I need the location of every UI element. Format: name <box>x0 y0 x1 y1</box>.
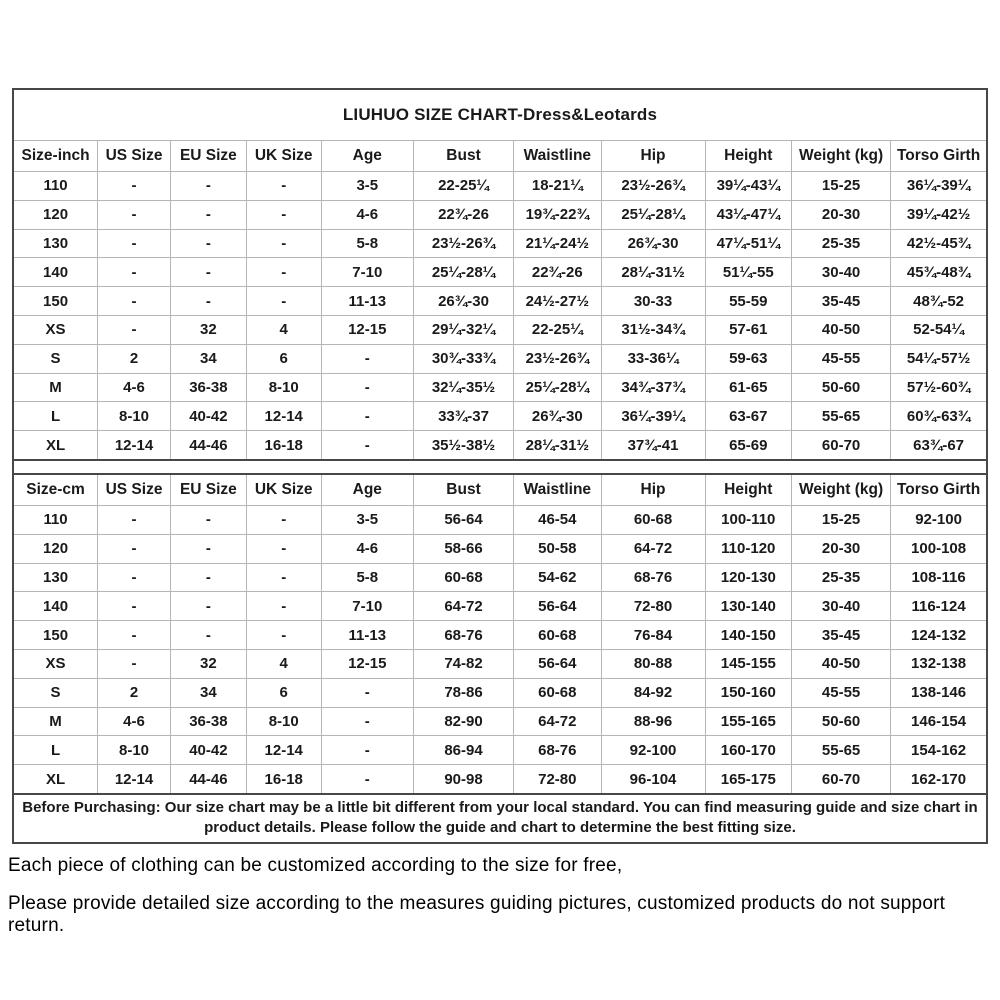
table-cell: 40-50 <box>792 315 891 344</box>
table-cell: 36¼-39¼ <box>601 402 705 431</box>
table-cell: L <box>14 402 98 431</box>
table-row <box>14 765 986 793</box>
column-header: EU Size <box>170 141 246 172</box>
column-header: Hip <box>601 141 705 172</box>
table-cell: 57-61 <box>705 315 792 344</box>
size-table-inch <box>14 141 986 459</box>
table-cell: 60-68 <box>514 678 601 707</box>
table-cell: 110 <box>14 172 98 201</box>
table-cell: 6 <box>246 344 321 373</box>
table-cell: - <box>98 534 171 563</box>
table-cell: XL <box>14 765 98 793</box>
table-cell: 60-68 <box>601 505 705 534</box>
table-cell: 26¾-30 <box>601 229 705 258</box>
table-cell: 20-30 <box>792 200 891 229</box>
table-cell: 108-116 <box>891 563 986 592</box>
table-cell: 80-88 <box>601 649 705 678</box>
table-cell: M <box>14 373 98 402</box>
header-row <box>14 141 986 172</box>
table-cell: 120 <box>14 200 98 229</box>
table-cell: 150-160 <box>705 678 792 707</box>
column-header: Torso Girth <box>891 475 986 506</box>
table-cell: - <box>170 200 246 229</box>
table-cell: 25-35 <box>792 229 891 258</box>
size-table-cm <box>14 475 986 793</box>
table-cell: 23½-26¾ <box>413 229 513 258</box>
table-cell: 68-76 <box>601 563 705 592</box>
table-cell: 37¾-41 <box>601 431 705 459</box>
table-cell: 130-140 <box>705 592 792 621</box>
table-cell: 45¾-48¾ <box>891 258 986 287</box>
table-cell: 2 <box>98 678 171 707</box>
table-cell: 34¾-37¾ <box>601 373 705 402</box>
table-cell: - <box>246 563 321 592</box>
table-cell: 130 <box>14 229 98 258</box>
table-cell: - <box>98 200 171 229</box>
table-cell: 55-65 <box>792 402 891 431</box>
table-cell: 138-146 <box>891 678 986 707</box>
table-cell: S <box>14 678 98 707</box>
table-cell: 116-124 <box>891 592 986 621</box>
table-cell: 24½-27½ <box>514 287 601 316</box>
table-cell: 60-68 <box>413 563 513 592</box>
table-cell: 43¼-47¼ <box>705 200 792 229</box>
table-cell: 16-18 <box>246 765 321 793</box>
table-cell: 64-72 <box>413 592 513 621</box>
table-cell: - <box>170 621 246 650</box>
table-cell: 146-154 <box>891 707 986 736</box>
table-cell: 28¼-31½ <box>601 258 705 287</box>
table-cell: 72-80 <box>601 592 705 621</box>
table-cell: 8-10 <box>98 402 171 431</box>
table-cell: 40-50 <box>792 649 891 678</box>
table-cell: 39¼-43¼ <box>705 172 792 201</box>
table-cell: 82-90 <box>413 707 513 736</box>
table-cell: 63-67 <box>705 402 792 431</box>
table-cell: 72-80 <box>514 765 601 793</box>
table-cell: 165-175 <box>705 765 792 793</box>
purchase-note: Before Purchasing: Our size chart may be a little bit different from your local standard. You can find measuring guide and size chart in product details. Please follow the guide and chart to determine the best fitting size. <box>14 793 986 843</box>
table-cell: 35-45 <box>792 621 891 650</box>
table-cell: - <box>246 534 321 563</box>
table-cell: 26¾-30 <box>413 287 513 316</box>
column-header: Hip <box>601 475 705 506</box>
table-cell: 5-8 <box>321 563 413 592</box>
table-row <box>14 707 986 736</box>
table-cell: 22-25¼ <box>413 172 513 201</box>
table-cell: 76-84 <box>601 621 705 650</box>
table-cell: - <box>98 649 171 678</box>
table-cell: - <box>246 172 321 201</box>
table-cell: 86-94 <box>413 736 513 765</box>
table-cell: 40-42 <box>170 402 246 431</box>
table-cell: 7-10 <box>321 258 413 287</box>
table-cell: 4-6 <box>98 373 171 402</box>
table-cell: 60¾-63¾ <box>891 402 986 431</box>
column-header: US Size <box>98 141 171 172</box>
table-cell: 64-72 <box>601 534 705 563</box>
table-cell: 130 <box>14 563 98 592</box>
table-cell: 124-132 <box>891 621 986 650</box>
table-cell: 39¼-42½ <box>891 200 986 229</box>
cm-table-header <box>14 475 986 506</box>
table-cell: 45-55 <box>792 678 891 707</box>
table-cell: 32 <box>170 315 246 344</box>
table-cell: 12-15 <box>321 315 413 344</box>
table-cell: - <box>98 229 171 258</box>
table-cell: 19¾-22¾ <box>514 200 601 229</box>
table-cell: 25¼-28¼ <box>413 258 513 287</box>
table-cell: 92-100 <box>601 736 705 765</box>
table-cell: 16-18 <box>246 431 321 459</box>
header-row <box>14 475 986 506</box>
column-header: UK Size <box>246 475 321 506</box>
table-cell: 12-14 <box>98 431 171 459</box>
table-cell: - <box>98 172 171 201</box>
table-cell: 60-70 <box>792 431 891 459</box>
table-cell: 20-30 <box>792 534 891 563</box>
table-cell: 2 <box>98 344 171 373</box>
table-cell: 55-59 <box>705 287 792 316</box>
table-row <box>14 258 986 287</box>
column-header: UK Size <box>246 141 321 172</box>
column-header: Bust <box>413 475 513 506</box>
table-cell: 34 <box>170 678 246 707</box>
table-cell: 65-69 <box>705 431 792 459</box>
table-cell: 50-60 <box>792 707 891 736</box>
table-cell: 12-14 <box>98 765 171 793</box>
column-header: Age <box>321 475 413 506</box>
table-cell: 145-155 <box>705 649 792 678</box>
table-cell: 160-170 <box>705 736 792 765</box>
table-cell: 8-10 <box>246 373 321 402</box>
table-cell: 30-40 <box>792 592 891 621</box>
table-cell: 150 <box>14 287 98 316</box>
table-cell: M <box>14 707 98 736</box>
table-cell: 155-165 <box>705 707 792 736</box>
table-cell: 33¾-37 <box>413 402 513 431</box>
table-cell: 92-100 <box>891 505 986 534</box>
column-header: US Size <box>98 475 171 506</box>
table-cell: - <box>98 315 171 344</box>
table-cell: 50-58 <box>514 534 601 563</box>
table-cell: 36-38 <box>170 707 246 736</box>
table-cell: 64-72 <box>514 707 601 736</box>
table-cell: S <box>14 344 98 373</box>
inch-table-header <box>14 141 986 172</box>
table-cell: 25¼-28¼ <box>514 373 601 402</box>
table-row <box>14 736 986 765</box>
table-cell: - <box>98 621 171 650</box>
table-cell: 11-13 <box>321 287 413 316</box>
table-cell: 63¾-67 <box>891 431 986 459</box>
table-cell: 57½-60¾ <box>891 373 986 402</box>
table-cell: 35-45 <box>792 287 891 316</box>
table-cell: 23½-26¾ <box>601 172 705 201</box>
table-cell: - <box>98 287 171 316</box>
table-cell: 54¼-57½ <box>891 344 986 373</box>
table-cell: 36¼-39¼ <box>891 172 986 201</box>
customization-note-line2: Please provide detailed size according to the measures guiding pictures, customized products do not support return. <box>8 893 946 936</box>
column-header: Size-cm <box>14 475 98 506</box>
customization-note-line1: Each piece of clothing can be customized according to the size for free, <box>8 855 623 876</box>
table-cell: 47¼-51¼ <box>705 229 792 258</box>
table-cell: 68-76 <box>514 736 601 765</box>
table-cell: 59-63 <box>705 344 792 373</box>
table-cell: - <box>321 402 413 431</box>
table-cell: 44-46 <box>170 765 246 793</box>
table-cell: 35½-38½ <box>413 431 513 459</box>
table-cell: 56-64 <box>413 505 513 534</box>
table-cell: - <box>170 258 246 287</box>
table-row <box>14 287 986 316</box>
table-cell: 36-38 <box>170 373 246 402</box>
column-header: Height <box>705 141 792 172</box>
table-cell: 4 <box>246 315 321 344</box>
table-cell: 88-96 <box>601 707 705 736</box>
table-cell: 154-162 <box>891 736 986 765</box>
table-row <box>14 592 986 621</box>
table-cell: 32 <box>170 649 246 678</box>
table-row <box>14 402 986 431</box>
table-cell: - <box>321 736 413 765</box>
table-cell: 8-10 <box>98 736 171 765</box>
chart-title: LIUHUO SIZE CHART-Dress&Leotards <box>14 90 986 141</box>
table-cell: 140 <box>14 592 98 621</box>
table-cell: 8-10 <box>246 707 321 736</box>
table-cell: 68-76 <box>413 621 513 650</box>
table-row <box>14 373 986 402</box>
table-row <box>14 563 986 592</box>
column-header: Bust <box>413 141 513 172</box>
table-cell: 22¾-26 <box>413 200 513 229</box>
table-cell: 7-10 <box>321 592 413 621</box>
column-header: Height <box>705 475 792 506</box>
table-cell: 26¾-30 <box>514 402 601 431</box>
table-cell: 12-15 <box>321 649 413 678</box>
table-cell: 42½-45¾ <box>891 229 986 258</box>
table-cell: 90-98 <box>413 765 513 793</box>
table-cell: - <box>246 258 321 287</box>
table-cell: - <box>170 229 246 258</box>
table-cell: 100-110 <box>705 505 792 534</box>
column-header: EU Size <box>170 475 246 506</box>
table-row <box>14 678 986 707</box>
table-cell: 15-25 <box>792 505 891 534</box>
table-cell: - <box>246 229 321 258</box>
table-cell: 78-86 <box>413 678 513 707</box>
table-cell: 96-104 <box>601 765 705 793</box>
table-cell: 110 <box>14 505 98 534</box>
table-cell: 25-35 <box>792 563 891 592</box>
table-cell: 52-54¼ <box>891 315 986 344</box>
table-cell: - <box>321 373 413 402</box>
table-row <box>14 200 986 229</box>
table-cell: 22-25¼ <box>514 315 601 344</box>
table-cell: 84-92 <box>601 678 705 707</box>
table-cell: XS <box>14 315 98 344</box>
table-cell: 6 <box>246 678 321 707</box>
table-cell: - <box>246 200 321 229</box>
table-cell: 110-120 <box>705 534 792 563</box>
table-cell: 12-14 <box>246 736 321 765</box>
table-cell: 132-138 <box>891 649 986 678</box>
table-cell: - <box>246 621 321 650</box>
table-cell: 44-46 <box>170 431 246 459</box>
table-row <box>14 315 986 344</box>
table-cell: XL <box>14 431 98 459</box>
column-header: Waistline <box>514 141 601 172</box>
table-cell: 58-66 <box>413 534 513 563</box>
table-cell: 100-108 <box>891 534 986 563</box>
table-cell: 162-170 <box>891 765 986 793</box>
table-cell: 32¼-35½ <box>413 373 513 402</box>
table-cell: 74-82 <box>413 649 513 678</box>
table-cell: 61-65 <box>705 373 792 402</box>
table-cell: 31½-34¾ <box>601 315 705 344</box>
table-cell: 3-5 <box>321 172 413 201</box>
table-cell: 30-40 <box>792 258 891 287</box>
table-cell: 30-33 <box>601 287 705 316</box>
table-cell: 25¼-28¼ <box>601 200 705 229</box>
table-row <box>14 431 986 459</box>
column-header: Torso Girth <box>891 141 986 172</box>
table-cell: - <box>170 592 246 621</box>
table-cell: - <box>246 287 321 316</box>
table-cell: 29¼-32¼ <box>413 315 513 344</box>
table-cell: 56-64 <box>514 592 601 621</box>
table-cell: 11-13 <box>321 621 413 650</box>
table-row <box>14 649 986 678</box>
column-header: Weight (kg) <box>792 475 891 506</box>
column-header: Waistline <box>514 475 601 506</box>
table-cell: - <box>321 344 413 373</box>
table-cell: - <box>170 505 246 534</box>
table-divider <box>14 459 986 475</box>
table-cell: 30¾-33¾ <box>413 344 513 373</box>
table-cell: 33-36¼ <box>601 344 705 373</box>
table-cell: 4 <box>246 649 321 678</box>
table-cell: 4-6 <box>321 200 413 229</box>
column-header: Age <box>321 141 413 172</box>
table-cell: 120-130 <box>705 563 792 592</box>
table-cell: 60-68 <box>514 621 601 650</box>
table-cell: 5-8 <box>321 229 413 258</box>
table-cell: 51¼-55 <box>705 258 792 287</box>
table-cell: 55-65 <box>792 736 891 765</box>
table-cell: 140-150 <box>705 621 792 650</box>
table-row <box>14 534 986 563</box>
table-cell: 50-60 <box>792 373 891 402</box>
table-row <box>14 344 986 373</box>
table-cell: 18-21¼ <box>514 172 601 201</box>
column-header: Weight (kg) <box>792 141 891 172</box>
table-cell: - <box>98 563 171 592</box>
table-cell: 4-6 <box>321 534 413 563</box>
table-cell: 120 <box>14 534 98 563</box>
table-cell: 140 <box>14 258 98 287</box>
table-cell: - <box>246 505 321 534</box>
table-cell: - <box>170 534 246 563</box>
column-header: Size-inch <box>14 141 98 172</box>
table-cell: - <box>321 707 413 736</box>
table-cell: - <box>170 287 246 316</box>
table-cell: 48¾-52 <box>891 287 986 316</box>
table-cell: 54-62 <box>514 563 601 592</box>
table-cell: L <box>14 736 98 765</box>
cm-table-body <box>14 505 986 792</box>
table-cell: - <box>170 172 246 201</box>
table-cell: 34 <box>170 344 246 373</box>
table-cell: 15-25 <box>792 172 891 201</box>
table-cell: - <box>98 592 171 621</box>
table-row <box>14 229 986 258</box>
table-cell: - <box>321 678 413 707</box>
table-cell: 3-5 <box>321 505 413 534</box>
table-row <box>14 172 986 201</box>
table-cell: - <box>170 563 246 592</box>
table-cell: 28¼-31½ <box>514 431 601 459</box>
table-cell: 21¼-24½ <box>514 229 601 258</box>
table-cell: 45-55 <box>792 344 891 373</box>
inch-table-body <box>14 172 986 459</box>
table-cell: 4-6 <box>98 707 171 736</box>
table-cell: - <box>321 765 413 793</box>
table-cell: 22¾-26 <box>514 258 601 287</box>
table-cell: 23½-26¾ <box>514 344 601 373</box>
size-chart-panel <box>12 88 988 844</box>
table-cell: 60-70 <box>792 765 891 793</box>
table-cell: - <box>246 592 321 621</box>
table-cell: - <box>98 258 171 287</box>
table-cell: - <box>321 431 413 459</box>
table-cell: 56-64 <box>514 649 601 678</box>
table-row <box>14 621 986 650</box>
table-cell: 150 <box>14 621 98 650</box>
table-cell: - <box>98 505 171 534</box>
table-row <box>14 505 986 534</box>
table-cell: 46-54 <box>514 505 601 534</box>
table-cell: 12-14 <box>246 402 321 431</box>
table-cell: 40-42 <box>170 736 246 765</box>
table-cell: XS <box>14 649 98 678</box>
